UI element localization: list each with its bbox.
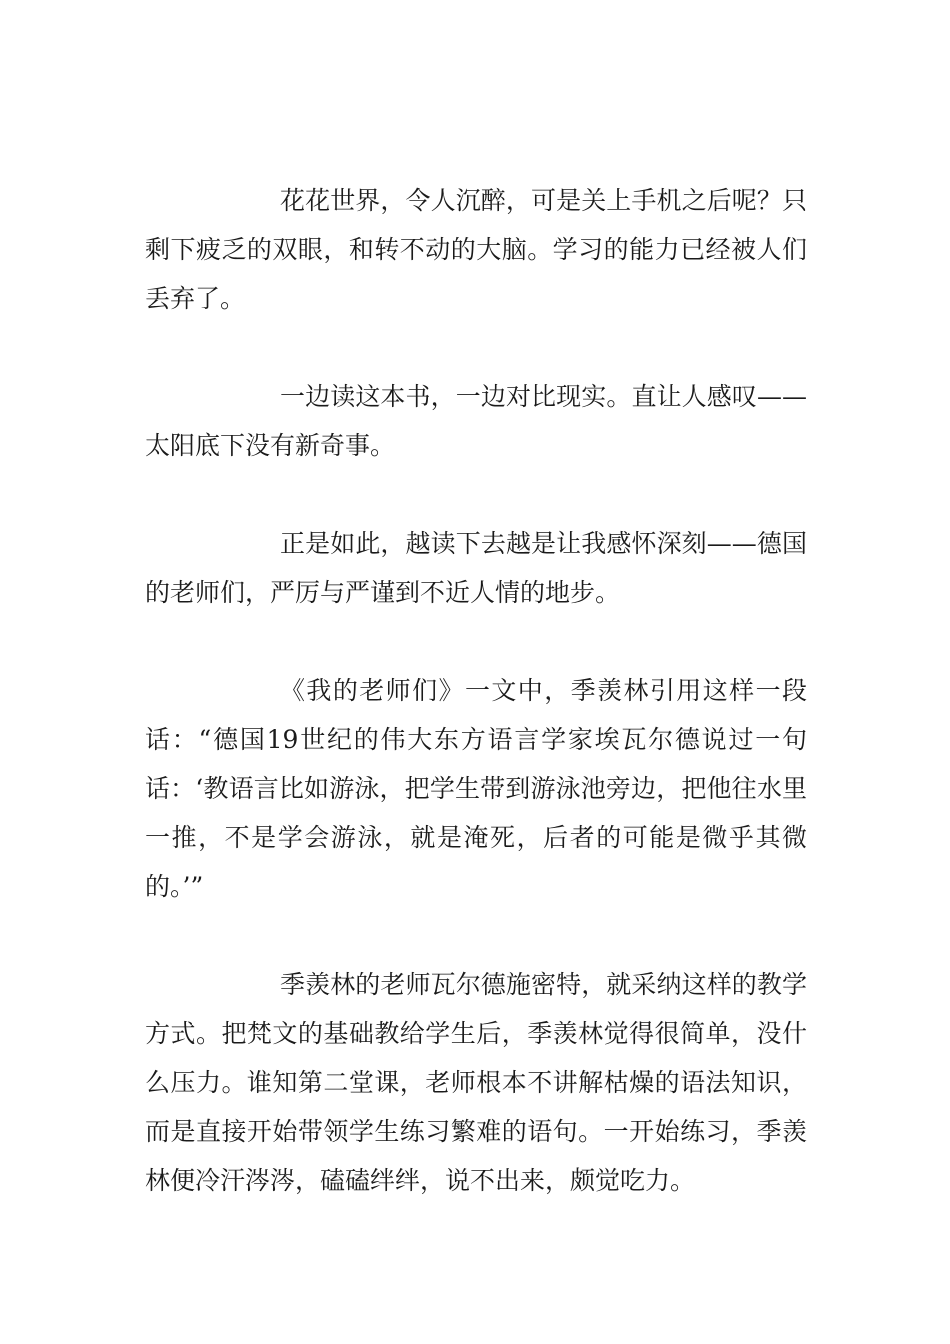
paragraph-3: 正是如此，越读下去越是让我感怀深刻——德国的老师们，严厉与严谨到不近人情的地步。 [145, 529, 807, 607]
paragraph-5: 季羡林的老师瓦尔德施密特，就采纳这样的教学方式。把梵文的基础教给学生后，季羡林觉得很简单，没什么压力。谁知第二堂课，老师根本不讲解枯燥的语法知识，而是直接开始带领学生练习繁难的语句。一开始练习，季羡林便冷汗涔涔，磕磕绊绊，说不出来，颇觉吃力。 [145, 970, 807, 1195]
paragraph-4: 《我的老师们》一文中，季羡林引用这样一段话：“德国19世纪的伟大东方语言学家埃瓦尔德说过一句话：‘教语言比如游泳，把学生带到游泳池旁边，把他往水里一推，不是学会游泳，就是淹死，后者的可能是微乎其微的。’” [145, 676, 807, 901]
document-body [145, 176, 807, 1205]
paragraph-2: 一边读这本书，一边对比现实。直让人感叹——太阳底下没有新奇事。 [145, 382, 807, 460]
paragraph-1: 花花世界，令人沉醉，可是关上手机之后呢？只剩下疲乏的双眼，和转不动的大脑。学习的能力已经被人们丢弃了。 [145, 186, 807, 313]
